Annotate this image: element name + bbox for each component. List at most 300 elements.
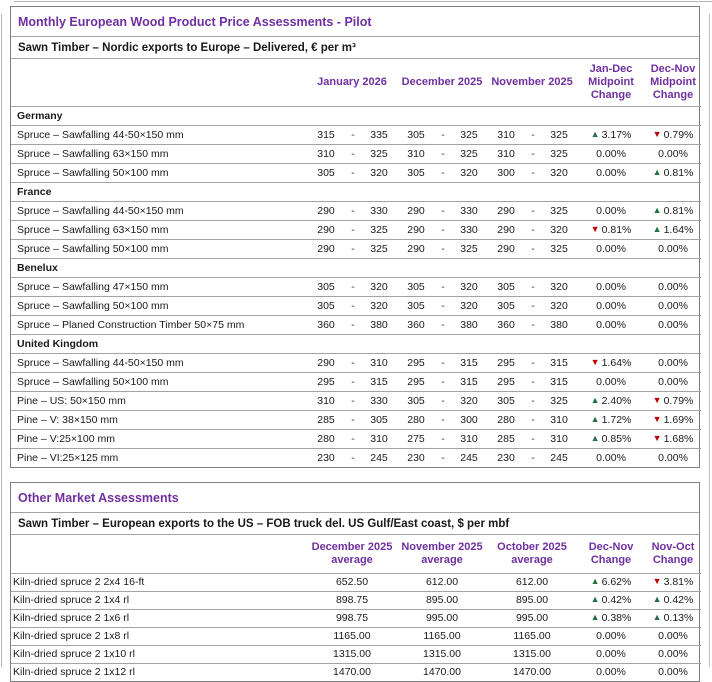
col-header-january-2026: January 2026 — [307, 59, 397, 107]
range-separator: - — [435, 278, 451, 297]
change-cell: 0.00% — [645, 664, 701, 682]
product-name: Spruce – Sawfalling 50×100 mm — [11, 240, 307, 259]
range-separator: - — [525, 126, 541, 145]
us-exports-subtitle: Sawn Timber – European exports to the US – FOB truck del. US Gulf/East coast, $ per mbf — [11, 513, 699, 535]
table1-header-row — [11, 59, 701, 107]
range-separator: - — [525, 411, 541, 430]
price-low: 305 — [307, 297, 345, 316]
product-name: Spruce – Sawfalling 63×150 mm — [11, 145, 307, 164]
product-name: Kiln-dried spruce 2 1x12 rl — [11, 664, 307, 682]
product-row — [11, 392, 701, 411]
range-separator: - — [435, 449, 451, 468]
col-header-november-average — [397, 535, 487, 574]
down-arrow-icon: ▼ — [591, 357, 600, 367]
product-row — [11, 240, 701, 259]
average-price: 995.00 — [397, 610, 487, 628]
col-header-december-2025: December 2025 — [397, 59, 487, 107]
range-separator: - — [435, 430, 451, 449]
price-low: 290 — [487, 202, 525, 221]
price-high: 320 — [361, 164, 397, 183]
price-high: 330 — [361, 202, 397, 221]
price-low: 230 — [397, 449, 435, 468]
change-cell: ▲ 0.81% — [645, 202, 701, 221]
price-high: 330 — [361, 392, 397, 411]
product-name: Kiln-dried spruce 2 1x4 rl — [11, 592, 307, 610]
price-low: 310 — [307, 392, 345, 411]
price-low: 290 — [397, 202, 435, 221]
down-arrow-icon: ▼ — [653, 414, 662, 424]
average-price: 1165.00 — [397, 628, 487, 646]
range-separator: - — [525, 297, 541, 316]
average-price: 1470.00 — [487, 664, 577, 682]
change-cell: ▲ 0.81% — [645, 164, 701, 183]
price-high: 320 — [361, 278, 397, 297]
section-row — [11, 107, 701, 126]
range-separator: - — [525, 202, 541, 221]
product-name: Spruce – Sawfalling 44-50×150 mm — [11, 126, 307, 145]
price-high: 320 — [451, 392, 487, 411]
range-separator: - — [525, 240, 541, 259]
col-header-nov-oct-change — [645, 535, 701, 574]
change-cell: 0.00% — [645, 278, 701, 297]
product-row — [11, 646, 701, 664]
us-exports-table — [11, 535, 701, 681]
product-row — [11, 354, 701, 373]
col-header-line: December 2025 — [307, 541, 397, 554]
price-low: 310 — [307, 145, 345, 164]
price-low: 305 — [307, 164, 345, 183]
range-separator: - — [525, 373, 541, 392]
product-name: Pine – US: 50×150 mm — [11, 392, 307, 411]
up-arrow-icon: ▲ — [653, 167, 662, 177]
product-row — [11, 411, 701, 430]
range-separator: - — [345, 354, 361, 373]
col-header-line: October 2025 — [487, 541, 577, 554]
product-name: Spruce – Sawfalling 47×150 mm — [11, 278, 307, 297]
average-price: 1315.00 — [307, 646, 397, 664]
nordic-price-table — [11, 59, 701, 467]
price-low: 310 — [397, 145, 435, 164]
section-row — [11, 335, 701, 354]
price-low: 230 — [487, 449, 525, 468]
range-separator: - — [525, 278, 541, 297]
section-row — [11, 259, 701, 278]
price-high: 245 — [361, 449, 397, 468]
window-edge-top — [14, 1, 712, 2]
product-row — [11, 449, 701, 468]
change-cell: 0.00% — [645, 354, 701, 373]
price-low: 295 — [307, 373, 345, 392]
price-low: 305 — [397, 164, 435, 183]
range-separator: - — [345, 221, 361, 240]
change-cell: ▼ 1.68% — [645, 430, 701, 449]
price-high: 245 — [451, 449, 487, 468]
change-cell: ▲ 0.42% — [645, 592, 701, 610]
range-separator: - — [345, 392, 361, 411]
range-separator: - — [435, 145, 451, 164]
change-cell: ▲ 0.42% — [577, 592, 645, 610]
range-separator: - — [345, 164, 361, 183]
product-name: Spruce – Sawfalling 63×150 mm — [11, 221, 307, 240]
price-low: 305 — [307, 278, 345, 297]
price-high: 320 — [541, 221, 577, 240]
price-high: 325 — [451, 145, 487, 164]
change-cell: ▲ 3.17% — [577, 126, 645, 145]
product-name: Pine – VI:25×125 mm — [11, 449, 307, 468]
range-separator: - — [435, 164, 451, 183]
range-separator: - — [345, 278, 361, 297]
price-low: 360 — [307, 316, 345, 335]
average-price: 1165.00 — [487, 628, 577, 646]
product-row — [11, 316, 701, 335]
price-low: 305 — [397, 297, 435, 316]
average-price: 612.00 — [397, 574, 487, 592]
range-separator: - — [525, 354, 541, 373]
price-low: 280 — [307, 430, 345, 449]
product-row — [11, 164, 701, 183]
up-arrow-icon: ▲ — [653, 612, 662, 622]
price-high: 305 — [361, 411, 397, 430]
section-name: Germany — [11, 107, 701, 126]
price-high: 380 — [361, 316, 397, 335]
price-high: 325 — [361, 145, 397, 164]
range-separator: - — [345, 202, 361, 221]
price-high: 310 — [361, 430, 397, 449]
range-separator: - — [345, 240, 361, 259]
price-high: 315 — [361, 373, 397, 392]
price-low: 280 — [397, 411, 435, 430]
change-cell: 0.00% — [577, 646, 645, 664]
change-cell: 0.00% — [577, 664, 645, 682]
change-cell: ▼ 3.81% — [645, 574, 701, 592]
range-separator: - — [345, 430, 361, 449]
range-separator: - — [345, 373, 361, 392]
range-separator: - — [435, 354, 451, 373]
change-cell: 0.00% — [577, 240, 645, 259]
price-high: 325 — [361, 240, 397, 259]
change-cell: ▼ 0.79% — [645, 392, 701, 411]
price-high: 315 — [541, 354, 577, 373]
product-row — [11, 278, 701, 297]
price-high: 320 — [541, 164, 577, 183]
change-cell: ▼ 0.79% — [645, 126, 701, 145]
product-name: Spruce – Planed Construction Timber 50×75 mm — [11, 316, 307, 335]
price-high: 310 — [541, 411, 577, 430]
price-low: 305 — [397, 278, 435, 297]
change-cell: ▲ 0.38% — [577, 610, 645, 628]
range-separator: - — [435, 316, 451, 335]
col-header-line: Dec-Nov — [579, 541, 643, 554]
col-header-line: Nov-Oct — [647, 541, 699, 554]
average-price: 1470.00 — [307, 664, 397, 682]
product-name: Spruce – Sawfalling 44-50×150 mm — [11, 202, 307, 221]
product-name: Pine – V:25×100 mm — [11, 430, 307, 449]
price-low: 285 — [307, 411, 345, 430]
col-header-jan-dec-midpoint-change: Jan-Dec Midpoint Change — [577, 59, 645, 107]
change-cell: 0.00% — [577, 164, 645, 183]
change-cell: 0.00% — [577, 373, 645, 392]
price-low: 290 — [307, 240, 345, 259]
change-cell: 0.00% — [645, 646, 701, 664]
price-low: 290 — [397, 221, 435, 240]
range-separator: - — [435, 221, 451, 240]
price-high: 315 — [451, 354, 487, 373]
change-cell: 0.00% — [577, 297, 645, 316]
col-header-october-average — [487, 535, 577, 574]
down-arrow-icon: ▼ — [653, 129, 662, 139]
range-separator: - — [345, 411, 361, 430]
price-low: 305 — [397, 392, 435, 411]
table2-header-row — [11, 535, 701, 574]
average-price: 612.00 — [487, 574, 577, 592]
change-cell: ▲ 6.62% — [577, 574, 645, 592]
nordic-table-subtitle: Sawn Timber – Nordic exports to Europe – Delivered, € per m³ — [11, 37, 699, 59]
price-high: 320 — [451, 164, 487, 183]
average-price: 1470.00 — [397, 664, 487, 682]
other-market-card — [10, 482, 700, 682]
price-low: 290 — [307, 221, 345, 240]
section-name: Benelux — [11, 259, 701, 278]
price-low: 310 — [487, 145, 525, 164]
price-high: 300 — [451, 411, 487, 430]
change-cell: 0.00% — [645, 297, 701, 316]
col-header-line: Change — [647, 554, 699, 567]
product-name: Kiln-dried spruce 2 1x10 rl — [11, 646, 307, 664]
price-low: 275 — [397, 430, 435, 449]
product-row — [11, 574, 701, 592]
change-cell: 0.00% — [645, 316, 701, 335]
average-price: 1165.00 — [307, 628, 397, 646]
change-cell: 0.00% — [577, 316, 645, 335]
change-cell: ▼ 0.81% — [577, 221, 645, 240]
product-row — [11, 610, 701, 628]
price-low: 290 — [487, 240, 525, 259]
price-high: 320 — [541, 278, 577, 297]
price-high: 245 — [541, 449, 577, 468]
range-separator: - — [435, 297, 451, 316]
average-price: 895.00 — [487, 592, 577, 610]
up-arrow-icon: ▲ — [591, 576, 600, 586]
price-low: 310 — [487, 126, 525, 145]
down-arrow-icon: ▼ — [591, 224, 600, 234]
price-low: 290 — [307, 354, 345, 373]
price-low: 360 — [397, 316, 435, 335]
change-cell: 0.00% — [577, 278, 645, 297]
other-market-title: Other Market Assessments — [11, 483, 699, 513]
price-high: 325 — [541, 126, 577, 145]
col-header-december-average — [307, 535, 397, 574]
range-separator: - — [435, 411, 451, 430]
window-edge-left — [1, 14, 2, 667]
price-high: 335 — [361, 126, 397, 145]
average-price: 1315.00 — [397, 646, 487, 664]
change-cell: 0.00% — [645, 240, 701, 259]
up-arrow-icon: ▲ — [653, 205, 662, 215]
range-separator: - — [435, 202, 451, 221]
product-row — [11, 221, 701, 240]
change-cell: 0.00% — [577, 202, 645, 221]
product-name: Spruce – Sawfalling 44-50×150 mm — [11, 354, 307, 373]
range-separator: - — [525, 164, 541, 183]
average-price: 998.75 — [307, 610, 397, 628]
down-arrow-icon: ▼ — [653, 395, 662, 405]
price-low: 305 — [487, 278, 525, 297]
price-high: 380 — [451, 316, 487, 335]
range-separator: - — [525, 449, 541, 468]
range-separator: - — [525, 430, 541, 449]
range-separator: - — [525, 145, 541, 164]
product-name: Kiln-dried spruce 2 2x4 16-ft — [11, 574, 307, 592]
change-cell: ▲ 1.72% — [577, 411, 645, 430]
price-high: 315 — [541, 373, 577, 392]
table1-body — [11, 107, 701, 468]
average-price: 652.50 — [307, 574, 397, 592]
price-low: 290 — [487, 221, 525, 240]
product-name: Pine – V: 38×150 mm — [11, 411, 307, 430]
range-separator: - — [435, 392, 451, 411]
price-high: 330 — [451, 202, 487, 221]
range-separator: - — [345, 449, 361, 468]
price-low: 305 — [487, 392, 525, 411]
up-arrow-icon: ▲ — [591, 414, 600, 424]
price-high: 380 — [541, 316, 577, 335]
price-high: 315 — [451, 373, 487, 392]
price-high: 320 — [451, 278, 487, 297]
product-row — [11, 664, 701, 682]
change-cell: ▲ 2.40% — [577, 392, 645, 411]
average-price: 898.75 — [307, 592, 397, 610]
price-high: 310 — [541, 430, 577, 449]
range-separator: - — [525, 392, 541, 411]
price-low: 290 — [397, 240, 435, 259]
range-separator: - — [435, 126, 451, 145]
change-cell: ▼ 1.64% — [577, 354, 645, 373]
range-separator: - — [525, 221, 541, 240]
product-name: Kiln-dried spruce 2 1x8 rl — [11, 628, 307, 646]
change-cell: 0.00% — [577, 628, 645, 646]
section-name: United Kingdom — [11, 335, 701, 354]
range-separator: - — [345, 297, 361, 316]
price-high: 325 — [541, 392, 577, 411]
col-header-line: November 2025 — [397, 541, 487, 554]
product-column-header — [11, 535, 307, 574]
section-row — [11, 183, 701, 202]
change-cell: 0.00% — [577, 449, 645, 468]
col-header-dec-nov-midpoint-change: Dec-Nov Midpoint Change — [645, 59, 701, 107]
price-high: 325 — [541, 240, 577, 259]
product-row — [11, 297, 701, 316]
range-separator: - — [435, 240, 451, 259]
price-low: 285 — [487, 430, 525, 449]
down-arrow-icon: ▼ — [653, 576, 662, 586]
product-row — [11, 145, 701, 164]
price-high: 320 — [361, 297, 397, 316]
price-high: 310 — [361, 354, 397, 373]
change-cell: 0.00% — [577, 145, 645, 164]
col-header-line: average — [307, 554, 397, 567]
price-low: 280 — [487, 411, 525, 430]
product-row — [11, 202, 701, 221]
range-separator: - — [345, 145, 361, 164]
range-separator: - — [345, 316, 361, 335]
change-cell: 0.00% — [645, 145, 701, 164]
product-row — [11, 126, 701, 145]
range-separator: - — [435, 373, 451, 392]
change-cell: ▲ 1.64% — [645, 221, 701, 240]
change-cell: 0.00% — [645, 449, 701, 468]
up-arrow-icon: ▲ — [591, 594, 600, 604]
price-high: 325 — [451, 126, 487, 145]
price-high: 320 — [541, 297, 577, 316]
price-high: 325 — [541, 145, 577, 164]
col-header-line: Change — [579, 554, 643, 567]
page-title: Monthly European Wood Product Price Assessments - Pilot — [11, 7, 699, 37]
average-price: 1315.00 — [487, 646, 577, 664]
product-row — [11, 373, 701, 392]
price-high: 330 — [451, 221, 487, 240]
change-cell: 0.00% — [645, 373, 701, 392]
price-low: 295 — [487, 354, 525, 373]
price-low: 305 — [397, 126, 435, 145]
product-row — [11, 592, 701, 610]
average-price: 895.00 — [397, 592, 487, 610]
col-header-dec-nov-change — [577, 535, 645, 574]
price-low: 360 — [487, 316, 525, 335]
price-low: 295 — [397, 373, 435, 392]
up-arrow-icon: ▲ — [653, 594, 662, 604]
change-cell: ▲ 0.85% — [577, 430, 645, 449]
up-arrow-icon: ▲ — [591, 129, 600, 139]
price-high: 325 — [541, 202, 577, 221]
change-cell: ▼ 1.69% — [645, 411, 701, 430]
range-separator: - — [345, 126, 361, 145]
price-low: 295 — [397, 354, 435, 373]
price-low: 295 — [487, 373, 525, 392]
window-edge-right — [709, 14, 710, 667]
price-low: 290 — [307, 202, 345, 221]
product-column-header — [11, 59, 307, 107]
price-low: 315 — [307, 126, 345, 145]
product-row — [11, 430, 701, 449]
average-price: 995.00 — [487, 610, 577, 628]
price-high: 325 — [361, 221, 397, 240]
price-high: 325 — [451, 240, 487, 259]
price-high: 310 — [451, 430, 487, 449]
nordic-assessments-card — [10, 6, 700, 468]
product-name: Spruce – Sawfalling 50×100 mm — [11, 297, 307, 316]
range-separator: - — [525, 316, 541, 335]
change-cell: 0.00% — [645, 628, 701, 646]
col-header-line: average — [487, 554, 577, 567]
up-arrow-icon: ▲ — [653, 224, 662, 234]
price-low: 230 — [307, 449, 345, 468]
up-arrow-icon: ▲ — [591, 395, 600, 405]
product-row — [11, 628, 701, 646]
table2-body — [11, 574, 701, 682]
product-name: Spruce – Sawfalling 50×100 mm — [11, 373, 307, 392]
price-low: 305 — [487, 297, 525, 316]
up-arrow-icon: ▲ — [591, 433, 600, 443]
section-name: France — [11, 183, 701, 202]
col-header-november-2025: November 2025 — [487, 59, 577, 107]
col-header-line: average — [397, 554, 487, 567]
product-name: Kiln-dried spruce 2 1x6 rl — [11, 610, 307, 628]
up-arrow-icon: ▲ — [591, 612, 600, 622]
change-cell: ▲ 0.13% — [645, 610, 701, 628]
down-arrow-icon: ▼ — [653, 433, 662, 443]
price-low: 300 — [487, 164, 525, 183]
price-high: 320 — [451, 297, 487, 316]
